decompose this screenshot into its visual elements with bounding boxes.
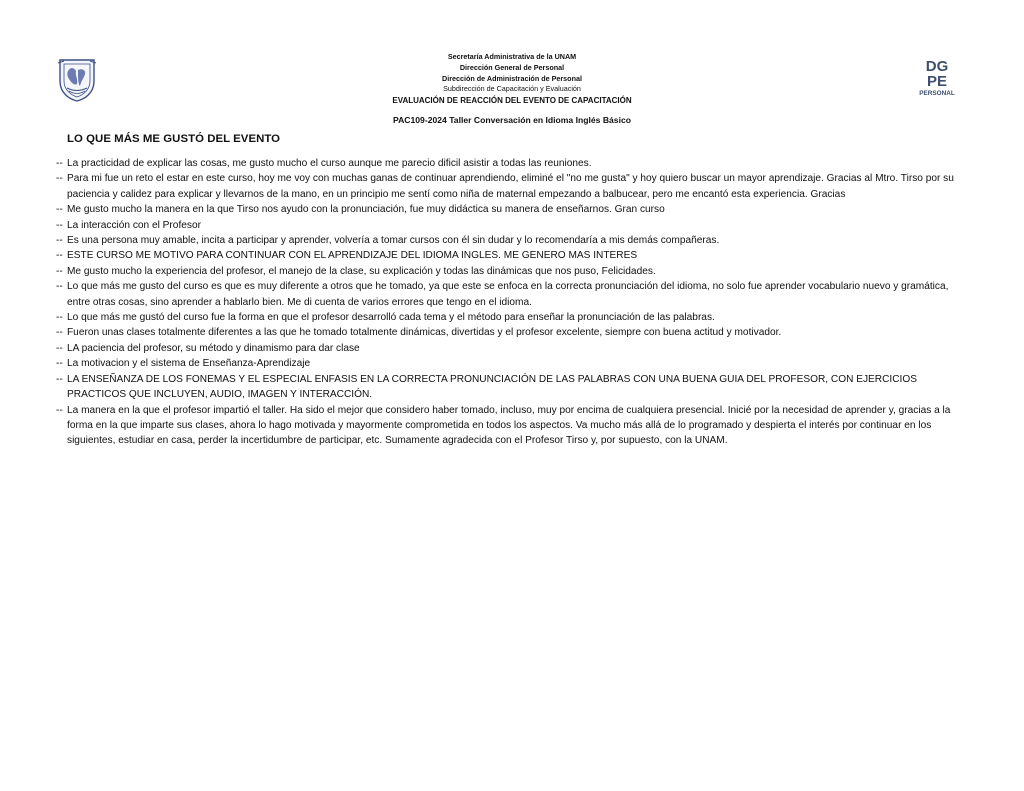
comment-item — [56, 356, 964, 371]
comment-item — [56, 156, 964, 171]
comment-text: Me gusto mucho la manera en la que Tirso nos ayudo con la pronunciación, fue muy didáctica su manera de enseñarnos. Gran curso — [67, 204, 665, 216]
comment-bullet: -- — [56, 373, 63, 385]
comment-bullet: -- — [56, 204, 63, 216]
comment-item — [56, 264, 964, 279]
comment-bullet: -- — [56, 250, 63, 262]
comment-item — [56, 233, 964, 248]
comment-text: Es una persona muy amable, incita a participar y aprender, volvería a tomar cursos con él sin dudar y lo recomendaría a mis demás compañeras. — [67, 235, 720, 247]
comment-text: Me gusto mucho la experiencia del profesor, el manejo de la clase, su explicación y todas las dinámicas que nos puso, Felicidades. — [67, 265, 656, 277]
institution-header — [312, 52, 712, 95]
dgpe-logo-line1: DG — [925, 58, 949, 75]
comment-text: Fueron unas clases totalmente diferentes a las que he tomado totalmente dinámicas, divertidas y el profesor excelente, siempre con buena actitud y motivador. — [67, 327, 782, 339]
comment-text: Lo que más me gustó del curso fue la forma en que el profesor desarrolló cada tema y el método para enseñar la pronunciación de las palabras. — [67, 312, 715, 324]
comment-bullet: -- — [56, 158, 63, 169]
comment-bullet: -- — [56, 404, 63, 416]
evaluation-title: EVALUACIÓN DE REACCIÓN DEL EVENTO DE CAPACITACIÓN — [392, 96, 632, 105]
comment-item — [56, 248, 964, 263]
comment-text: LA paciencia del profesor, su método y dinamismo para dar clase — [67, 342, 360, 354]
comment-bullet: -- — [56, 281, 63, 293]
comment-text: La practicidad de explicar las cosas, me gusto mucho el curso aunque me parecio dificil asistir a todas las reuniones. — [67, 158, 592, 169]
unam-crest-logo — [54, 57, 100, 103]
comment-bullet: -- — [56, 265, 63, 277]
comment-text: LA ENSEÑANZA DE LOS FONEMAS Y EL ESPECIAL ENFASIS EN LA CORRECTA PRONUNCIACIÓN DE LAS PALABRAS CON UNA BUENA GUIA DEL PROFESOR, CON EJERCICIOS PRACTICOS QUE INCLUYEN, AUDIO, IMAGEN Y INTERACCIÓN. — [67, 373, 917, 401]
comment-item — [56, 218, 964, 233]
comment-bullet: -- — [56, 173, 63, 185]
header-line-secretaria: Secretaría Administrativa de la UNAM — [447, 52, 577, 61]
comment-text: La interacción con el Profesor — [67, 219, 201, 231]
comment-item — [56, 341, 964, 356]
comment-item — [56, 202, 964, 217]
comment-bullet: -- — [56, 342, 63, 354]
comment-text: Lo que más me gusto del curso es que es muy diferente a otros que he tomado, ya que este se enfoca en la correcta pronunciación del idioma, no solo fue aprender vocabulario nuevo y gramática, entre otras cosas, sino aprender a hablarlo bien. Me di cuenta de varios errores que tengo en el idioma. — [67, 281, 949, 308]
header-line-direccion-general: Dirección General de Personal — [459, 62, 565, 72]
comment-text: ESTE CURSO ME MOTIVO PARA CONTINUAR CON EL APRENDIZAJE DEL IDIOMA INGLES. ME GENERO MAS INTERES — [67, 250, 638, 262]
comment-text: La manera en la que el profesor impartió el taller. Ha sido el mejor que considero haber tomado, incluso, muy por encima de cualquiera presencial. Inicié por la necesidad de aprender y, gracias a la forma en la que imparte sus clases, ahora lo hago motivada y mayormente comprometida en todos los aspectos. Va mucho más allá de lo programado y despierta el interés por continuar en los siguientes, estudiar en casa, perder la incertidumbre de participar, etc. Sumamente agradecida con el Profesor Tirso y, por supuesto, con la UNAM. — [67, 404, 951, 447]
comment-bullet: -- — [56, 358, 63, 370]
dgpe-logo-caption: PERSONAL — [919, 90, 955, 97]
dgpe-logo-line2: PE — [926, 73, 948, 90]
header-line-direccion-administracion: Dirección de Administración de Personal — [442, 73, 582, 83]
header-line-subdireccion: Subdirección de Capacitación y Evaluación — [443, 84, 581, 94]
comment-text: Para mi fue un reto el estar en este curso, hoy me voy con muchas ganas de continuar aprendiendo, eliminé el "no me gusta" y hoy quiero buscar un mayor aprendizaje. Gracias al Mtro. Tirso por su paciencia y calidez para explicar y llevarnos de la mano, en un principio me sentí como niña de maternal empezando a balbucear, pero me encantó esta experiencia. Gracias — [67, 173, 954, 200]
comment-bullet: -- — [56, 327, 63, 339]
comment-item — [56, 171, 964, 202]
comment-item — [56, 310, 964, 325]
comment-bullet: -- — [56, 219, 63, 231]
comment-bullet: -- — [56, 235, 63, 247]
comments-list — [56, 156, 964, 449]
course-title: PAC109-2024 Taller Conversación en Idioma Inglés Básico — [392, 115, 631, 125]
dgpe-logo — [914, 57, 960, 99]
comment-item — [56, 279, 964, 310]
comment-bullet: -- — [56, 312, 63, 324]
comment-item — [56, 372, 964, 403]
section-title: LO QUE MÁS ME GUSTÓ DEL EVENTO — [67, 133, 281, 145]
comment-item — [56, 403, 964, 449]
comment-text: La motivacion y el sistema de Enseñanza-Aprendizaje — [67, 358, 311, 370]
comment-item — [56, 325, 964, 340]
